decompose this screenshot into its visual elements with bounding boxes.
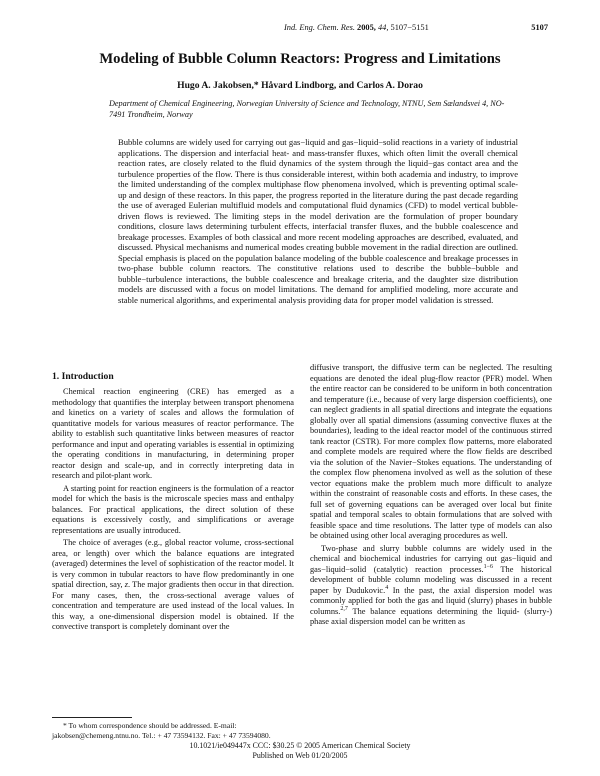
reference-superscript: 1−6 (483, 563, 494, 570)
published-date: Published on Web 01/20/2005 (252, 751, 348, 760)
author-list: Hugo A. Jakobsen,* Håvard Lindborg, and Carlos A. Dorao (177, 80, 423, 91)
journal-pages: 5107−5151 (390, 23, 429, 32)
journal-volume: 44, (377, 23, 389, 32)
paragraph: Two-phase and slurry bubble columns are widely used in the chemical and biochemical industries for carrying out gas−liquid and gas−liquid−solid (catalytic) reaction processes.$^{1-6}$ The historical development of bubble column modeling was discussed in a recent paper by Dudukovic.$^4$ In the past, the axial dispersion model was commonly applied for both the gas and liquid (slurry) phases in bubble columns.$^{2,7}$ The balance equations determining the liquid- (slurry-) phase axial dispersion model can be written as (310, 543, 552, 626)
doi-line: 10.1021/ie049447x CCC: $30.25 © 2005 American Chemical Society (189, 741, 411, 750)
footnote-divider (52, 717, 132, 718)
left-column (52, 371, 294, 721)
abstract: Bubble columns are widely used for carrying out gas−liquid and gas−liquid−solid reactions in a variety of industrial applications. The dispersion and interfacial heat- and mass-transfer fluxes, which often limit the overall chemical reaction rates, are closely related to the fluid dynamics of the system through the liquid−gas contact area and the turbulence properties of the flow. There is thus considerable interest, within both academia and industry, to improve the limited understanding of the complex multiphase flow phenomena involved, which is preventing optimal scale-up and design of these reactors. In this paper, the progress reported in the literature during the past decade regarding the use of averaged Eulerian multifluid models and computational fluid dynamics (CFD) to model vertical bubble-driven flows is reviewed. The limiting steps in the model derivation are the formulation of proper boundary conditions, closure laws determining turbulent effects, interfacial transfer fluxes, and the bubble coalescence and breakage processes. Examples of both classical and more recent modeling approaches are described, evaluated, and discussed. Physical mechanisms and numerical modes creating bubble movement in the radial direction are outlined. Special emphasis is placed on the population balance modeling of the bubble coalescence and breakage processes in two-phase bubble column reactors. The constitutive relations used to describe the bubble−bubble and bubble−turbulence interactions, the bubble coalescence and breakage criteria, and the daughter size distribution models are discussed with a focus on model limitations. The demand for amplified modeling, more accurate and stable numerical algorithms, and experimental analysis providing data for proper model validation is stressed. (118, 137, 518, 305)
right-column (310, 363, 552, 733)
affiliation: Department of Chemical Engineering, Norwegian University of Science and Technology, NTNU, Sem Sælandsvei 4, NO-7491 Trondheim, Norway (109, 99, 505, 119)
page-number: 5107 (531, 23, 548, 32)
paragraph: Chemical reaction engineering (CRE) has emerged as a methodology that quantifies the interplay between transport phenomena and kinetics on a variety of scales and allows the formulation of quantitative models for various measures of reactor performance. The ability to establish such quantitative links between measures of reactor performance and input and operating variables is essential in optimizing the operating conditions in manufacturing, in determining proper reactor design and scale-up, and in correctly interpreting data in research and pilot-plant work. (52, 387, 294, 480)
section-heading: 1. Introduction (52, 371, 114, 382)
journal-name: Ind. Eng. Chem. Res. (284, 23, 355, 32)
paragraph: diffusive transport, the diffusive term can be neglected. The resulting equations are denoted the ideal plug-flow reactor (PFR) model. When the entire reactor can be considered to be uniform in both concentration and temperature (i.e., because of very large dispersion coefficients), one can neglect gradients in all spatial directions and integrate the equations globally over all spatial dimensions (assuming convective fluxes at the boundaries), leading to the ideal reactor model of the continuous stirred tank reactor (CSTR). For more complex flow patterns, more elaborated and complete models are required where the flow fields are described via the solution of the Navier−Stokes equations. The understanding of the complex flow phenomena involved as well as the solution of these vector equations make the problem much more difficult to analyze within the constraint of reasonable costs and efforts. In these cases, the full set of governing equations can be averaged over local but finite spatial and temporal scales to obtain formulations that are solved with feasible space and time resolutions. The latter type of models can also be obtained using other local averaging procedures as well. (310, 363, 552, 540)
correspondence-footnote: * To whom correspondence should be addressed. E-mail: jakobsen@chemeng.ntnu.no. Tel.: + 47 73594132. Fax: + 47 73594080. (52, 721, 271, 740)
variable-z: z (124, 580, 128, 589)
paragraph: The choice of averages (e.g., global reactor volume, cross-sectional area, or length) over which the balance equations are integrated (averaged) determines the level of sophistication of the reactor model. It is very common in tubular reactors to have flow predominantly in one spatial direction, say, z. The major gradients then occur in that direction. For many cases, then, the cross-sectional average values of concentration and temperature are used instead of the local values. In this way, a one-dimensional dispersion model is obtained. If the convective transport is completely dominant over the (52, 538, 294, 631)
journal-citation (284, 22, 429, 33)
reference-superscript: 2,7 (340, 605, 348, 612)
journal-year: 2005, (357, 23, 376, 32)
publication-info (0, 741, 600, 761)
reference-superscript: 4 (385, 584, 389, 591)
paragraph: A starting point for reaction engineers is the formulation of a reactor model for which the basis is the microscale species mass and enthalpy balances. For practical applications, the direct solution of these equations is excessively costly, and simplifications or average representations are usually introduced. (52, 483, 294, 535)
paper-title: Modeling of Bubble Column Reactors: Progress and Limitations (99, 51, 501, 67)
